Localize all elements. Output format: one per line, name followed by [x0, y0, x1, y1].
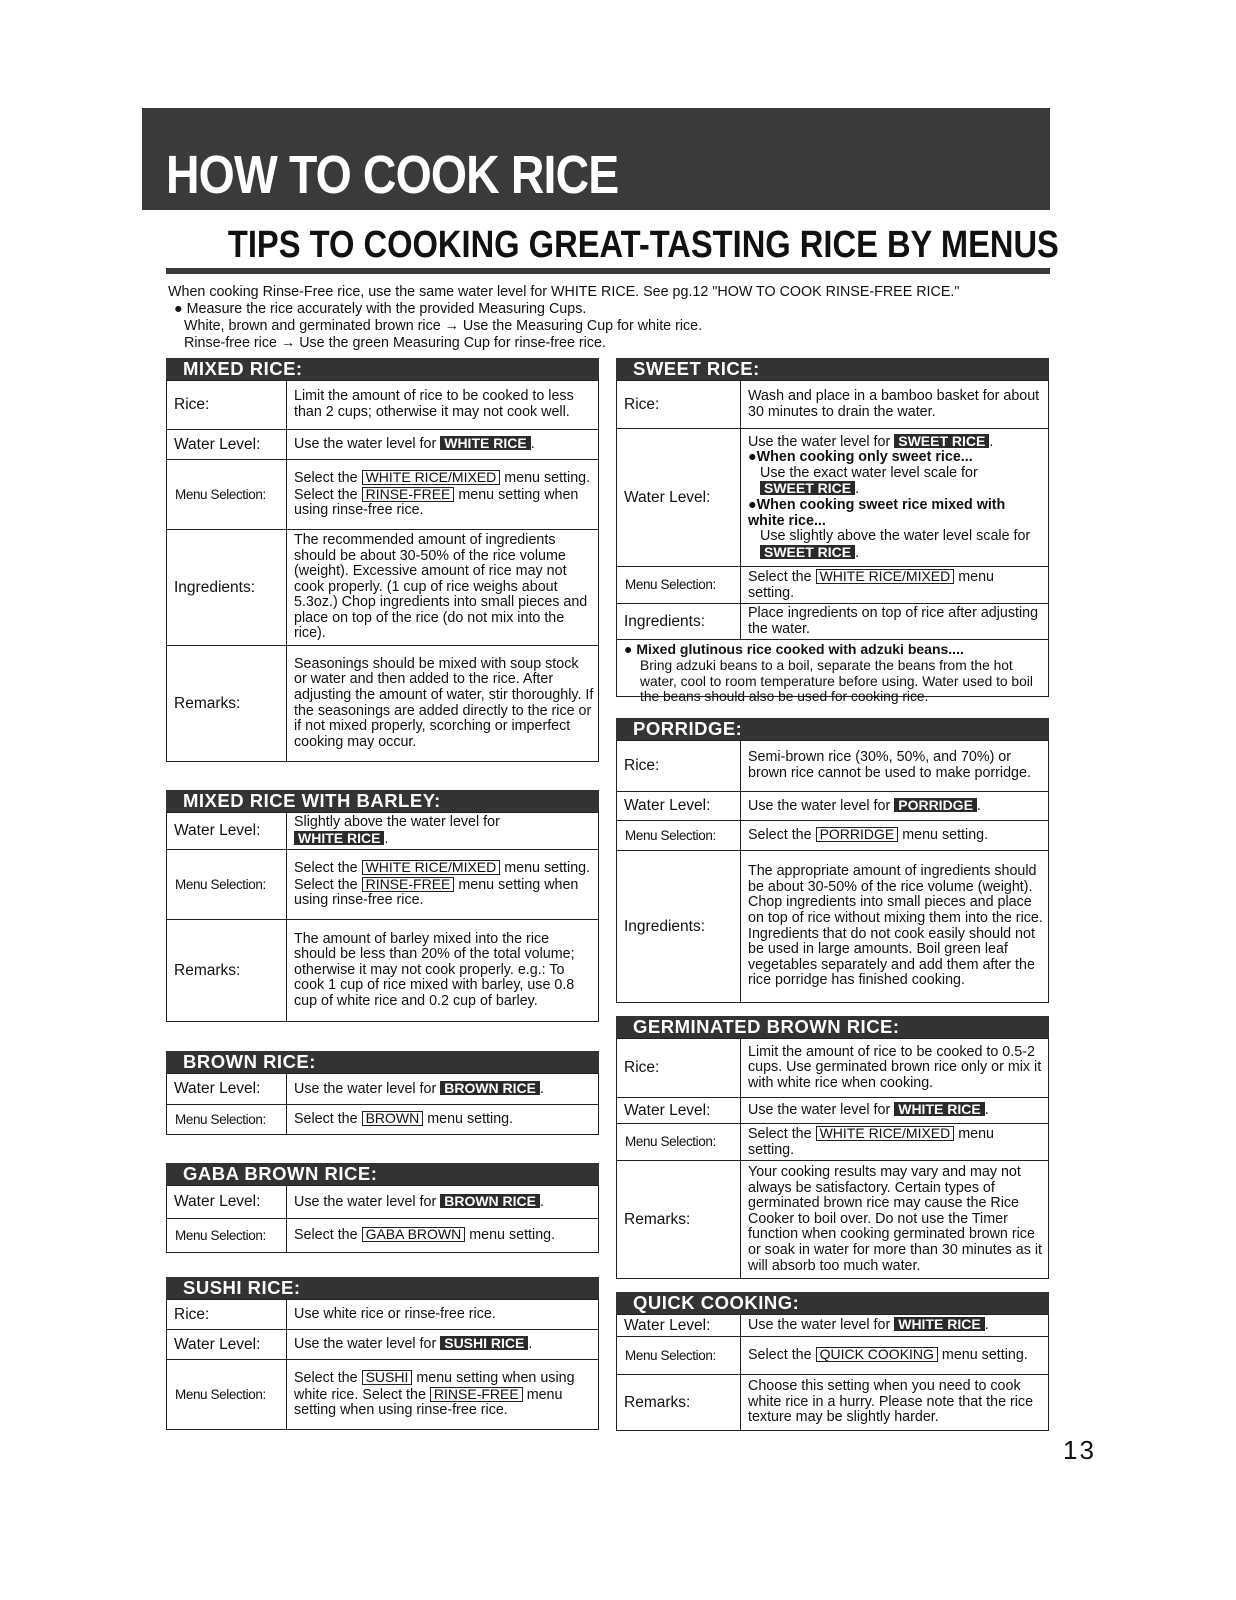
- menu-tag: WHITE RICE/MIXED: [362, 470, 501, 485]
- table-row: [167, 813, 599, 850]
- table-row: [617, 1098, 1049, 1124]
- settings-table: [166, 1185, 599, 1253]
- table-row: [617, 1124, 1049, 1161]
- row-value: Choose this setting when you need to cook white rice in a hurry. Please note that the rice texture may be slightly harder.: [741, 1375, 1049, 1431]
- row-label: Menu Selection:: [617, 821, 741, 851]
- table-row: [617, 381, 1049, 429]
- page-subtitle: TIPS TO COOKING GREAT-TASTING RICE BY MENUS: [227, 224, 1059, 266]
- table-row: [167, 850, 599, 920]
- row-label: Water Level:: [617, 792, 741, 821]
- menu-tag: SUSHI: [362, 1370, 413, 1385]
- table-row: [167, 430, 599, 460]
- row-value: Select the WHITE RICE/MIXED menu setting.: [741, 1124, 1049, 1161]
- row-label: Water Level:: [617, 429, 741, 567]
- table-row: [167, 1074, 599, 1105]
- row-value: Use the water level for SWEET RICE . ●When cooking only sweet rice... Use the exact water level scale for SWEET RICE . ●When cooking sweet rice mixed with white rice... Use slightly above the water level scale for SWEET RICE .: [741, 429, 1049, 567]
- menu-tag: PORRIDGE: [816, 827, 899, 842]
- menu-tag: WHITE RICE/MIXED: [816, 1126, 955, 1141]
- section-title: PORRIDGE:: [616, 718, 1049, 740]
- row-label: Water Level:: [167, 1330, 287, 1360]
- row-value: Use white rice or rinse-free rice.: [287, 1300, 599, 1330]
- water-level-tag: WHITE RICE: [894, 1102, 984, 1116]
- water-level-tag: BROWN RICE: [440, 1194, 540, 1208]
- section-gaba-brown-rice: [166, 1163, 599, 1253]
- section-title: MIXED RICE:: [166, 358, 599, 380]
- water-level-tag: WHITE RICE: [294, 831, 384, 845]
- page-number: 13: [1063, 1435, 1096, 1465]
- row-value: Place ingredients on top of rice after adjusting the water.: [741, 604, 1049, 640]
- settings-table: [166, 812, 599, 1022]
- row-value: The recommended amount of ingredients should be about 30-50% of the rice volume (weight). Excessive amount of rice may not cook properly. (1 cup of rice weighs about 5.3oz.) Chop ingredients into small pieces and place on top of the rice (do not mix into the rice).: [287, 530, 599, 646]
- row-label: Menu Selection:: [617, 567, 741, 604]
- row-value: Use the water level for WHITE RICE .: [741, 1098, 1049, 1124]
- water-level-tag: WHITE RICE: [894, 1317, 984, 1331]
- water-level-tag: SWEET RICE: [760, 545, 855, 559]
- row-value: Use the water level for BROWN RICE .: [287, 1074, 599, 1105]
- section-porridge: [616, 718, 1049, 1003]
- row-value: Select the SUSHI menu setting when using white rice. Select the RINSE-FREE menu setting when using rinse-free rice.: [287, 1360, 599, 1430]
- row-label: Remarks:: [167, 646, 287, 762]
- row-value: Limit the amount of rice to be cooked to less than 2 cups; otherwise it may not cook well.: [287, 381, 599, 430]
- row-label: Water Level:: [617, 1098, 741, 1124]
- menu-tag: QUICK COOKING: [816, 1347, 938, 1362]
- section-title: BROWN RICE:: [166, 1051, 599, 1073]
- row-value: Semi-brown rice (30%, 50%, and 70%) or brown rice cannot be used to make porridge.: [741, 741, 1049, 792]
- row-label: Menu Selection:: [167, 1219, 287, 1253]
- row-label: Menu Selection:: [167, 460, 287, 530]
- section-title: SUSHI RICE:: [166, 1277, 599, 1299]
- row-value: Use the water level for PORRIDGE .: [741, 792, 1049, 821]
- menu-tag: RINSE-FREE: [362, 877, 455, 892]
- table-row: [167, 460, 599, 530]
- water-level-tag: SUSHI RICE: [440, 1336, 528, 1350]
- intro-line: When cooking Rinse-Free rice, use the same water level for WHITE RICE. See pg.12 "HOW TO COOK RINSE-FREE RICE.": [168, 284, 960, 300]
- menu-tag: RINSE-FREE: [430, 1387, 523, 1402]
- section-title: MIXED RICE WITH BARLEY:: [166, 790, 599, 812]
- table-row: [617, 741, 1049, 792]
- intro-line: ● Measure the rice accurately with the provided Measuring Cups.: [174, 301, 587, 317]
- table-row: [617, 851, 1049, 1003]
- section-title: GERMINATED BROWN RICE:: [616, 1016, 1049, 1038]
- settings-table: [166, 1073, 599, 1135]
- row-value: Select the WHITE RICE/MIXED menu setting. Select the RINSE-FREE menu setting when using rinse-free rice.: [287, 850, 599, 920]
- water-level-tag: PORRIDGE: [894, 798, 977, 812]
- section-sushi-rice: [166, 1277, 599, 1430]
- water-level-tag: SWEET RICE: [894, 434, 989, 448]
- row-value: Select the GABA BROWN menu setting.: [287, 1219, 599, 1253]
- row-label: Rice:: [167, 381, 287, 430]
- row-label: Water Level:: [167, 1074, 287, 1105]
- table-row: [167, 1300, 599, 1330]
- row-label: Remarks:: [617, 1161, 741, 1279]
- table-row: [617, 567, 1049, 604]
- section-brown-rice: [166, 1051, 599, 1135]
- row-value: Select the BROWN menu setting.: [287, 1105, 599, 1135]
- row-value: Use the water level for SUSHI RICE .: [287, 1330, 599, 1360]
- table-row: [167, 920, 599, 1022]
- intro-line: White, brown and germinated brown rice → Use the Measuring Cup for white rice.: [184, 318, 703, 334]
- row-label: Ingredients:: [617, 851, 741, 1003]
- menu-tag: WHITE RICE/MIXED: [816, 569, 955, 584]
- row-label: Menu Selection:: [167, 1105, 287, 1135]
- row-label: Rice:: [167, 1300, 287, 1330]
- table-row: [617, 1375, 1049, 1431]
- row-value: Select the QUICK COOKING menu setting.: [741, 1337, 1049, 1375]
- table-row: [167, 646, 599, 762]
- table-row: [617, 821, 1049, 851]
- row-label: Menu Selection:: [617, 1124, 741, 1161]
- table-row: [167, 1186, 599, 1219]
- water-level-tag: BROWN RICE: [440, 1081, 540, 1095]
- section-title: SWEET RICE:: [616, 358, 1049, 380]
- table-row: [167, 1219, 599, 1253]
- row-value: Select the WHITE RICE/MIXED menu setting. Select the RINSE-FREE menu setting when using rinse-free rice.: [287, 460, 599, 530]
- section-quick-cooking: [616, 1292, 1049, 1431]
- table-row: [617, 604, 1049, 640]
- row-value: The amount of barley mixed into the rice should be less than 20% of the total volume; otherwise it may not cook properly. e.g.: To cook 1 cup of rice mixed with barley, use 0.8 cup of white rice and 0.2 cup of barley.: [287, 920, 599, 1022]
- section-title: QUICK COOKING:: [616, 1292, 1049, 1314]
- row-value: Select the PORRIDGE menu setting.: [741, 821, 1049, 851]
- settings-table: [616, 380, 1049, 640]
- row-label: Rice:: [617, 741, 741, 792]
- adzuki-note: ● Mixed glutinous rice cooked with adzuki beans.... Bring adzuki beans to a boil, separate the beans from the hot water, cool to room temperature before using. Water used to boil the beans should also be used for cooking rice.: [616, 640, 1049, 697]
- row-label: Water Level:: [167, 430, 287, 460]
- settings-table: [166, 1299, 599, 1430]
- menu-tag: BROWN: [362, 1111, 424, 1126]
- table-row: [617, 792, 1049, 821]
- row-label: Menu Selection:: [167, 1360, 287, 1430]
- menu-tag: RINSE-FREE: [362, 487, 455, 502]
- row-label: Remarks:: [617, 1375, 741, 1431]
- row-value: Limit the amount of rice to be cooked to 0.5-2 cups. Use germinated brown rice only or mix it with white rice when cooking.: [741, 1039, 1049, 1098]
- table-row: [167, 530, 599, 646]
- settings-table: [166, 380, 599, 762]
- settings-table: [616, 1038, 1049, 1279]
- row-value: Your cooking results may vary and may not always be satisfactory. Certain types of germinated brown rice may cause the Rice Cooker to boil over. Do not use the Timer function when cooking germinated brown rice or soak in water for more than 30 minutes as it will absorb too much water.: [741, 1161, 1049, 1279]
- row-label: Remarks:: [167, 920, 287, 1022]
- row-label: Menu Selection:: [167, 850, 287, 920]
- row-value: Select the WHITE RICE/MIXED menu setting.: [741, 567, 1049, 604]
- settings-table: [616, 1314, 1049, 1431]
- table-row: [167, 381, 599, 430]
- row-value: Slightly above the water level for WHITE RICE .: [287, 813, 599, 850]
- row-label: Rice:: [617, 1039, 741, 1098]
- intro-text: [168, 284, 959, 352]
- intro-line: Rinse-free rice → Use the green Measuring Cup for rinse-free rice.: [184, 335, 606, 351]
- row-value: Seasonings should be mixed with soup stock or water and then added to the rice. After adjusting the amount of water, stir thoroughly. If the seasonings are added directly to the rice or if not mixed properly, scorching or imperfect cooking may occur.: [287, 646, 599, 762]
- table-row: [167, 1330, 599, 1360]
- section-title: GABA BROWN RICE:: [166, 1163, 599, 1185]
- table-row: [617, 429, 1049, 567]
- row-label: Rice:: [617, 381, 741, 429]
- section-mixed-rice: [166, 358, 599, 762]
- divider: [166, 268, 1050, 274]
- table-row: [617, 1315, 1049, 1337]
- table-row: [617, 1337, 1049, 1375]
- settings-table: [616, 740, 1049, 1003]
- table-row: [167, 1105, 599, 1135]
- row-label: Menu Selection:: [617, 1337, 741, 1375]
- water-level-tag: WHITE RICE: [440, 436, 530, 450]
- row-label: Ingredients:: [167, 530, 287, 646]
- table-row: [617, 1039, 1049, 1098]
- row-value: Use the water level for WHITE RICE .: [287, 430, 599, 460]
- section-sweet-rice: [616, 358, 1049, 705]
- row-value: Use the water level for BROWN RICE .: [287, 1186, 599, 1219]
- row-label: Ingredients:: [617, 604, 741, 640]
- row-value: Wash and place in a bamboo basket for about 30 minutes to drain the water.: [741, 381, 1049, 429]
- water-level-tag: SWEET RICE: [760, 481, 855, 495]
- menu-tag: GABA BROWN: [362, 1227, 466, 1242]
- section-germinated-brown-rice: [616, 1016, 1049, 1279]
- table-row: [167, 1360, 599, 1430]
- row-label: Water Level:: [167, 1186, 287, 1219]
- table-row: [617, 1161, 1049, 1279]
- menu-tag: WHITE RICE/MIXED: [362, 860, 501, 875]
- section-barley: [166, 790, 599, 1022]
- row-label: Water Level:: [617, 1315, 741, 1337]
- page-title: HOW TO COOK RICE: [166, 145, 619, 205]
- title-banner: [142, 108, 1050, 210]
- row-value: The appropriate amount of ingredients should be about 30-50% of the rice volume (weight). Chop ingredients into small pieces and place on top of rice without mixing them into the rice. Ingredients that do not cook easily should not be used in large amounts. Boil green leaf vegetables separately and add them after the rice porridge has finished cooking.: [741, 851, 1049, 1003]
- row-label: Water Level:: [167, 813, 287, 850]
- row-value: Use the water level for WHITE RICE .: [741, 1315, 1049, 1337]
